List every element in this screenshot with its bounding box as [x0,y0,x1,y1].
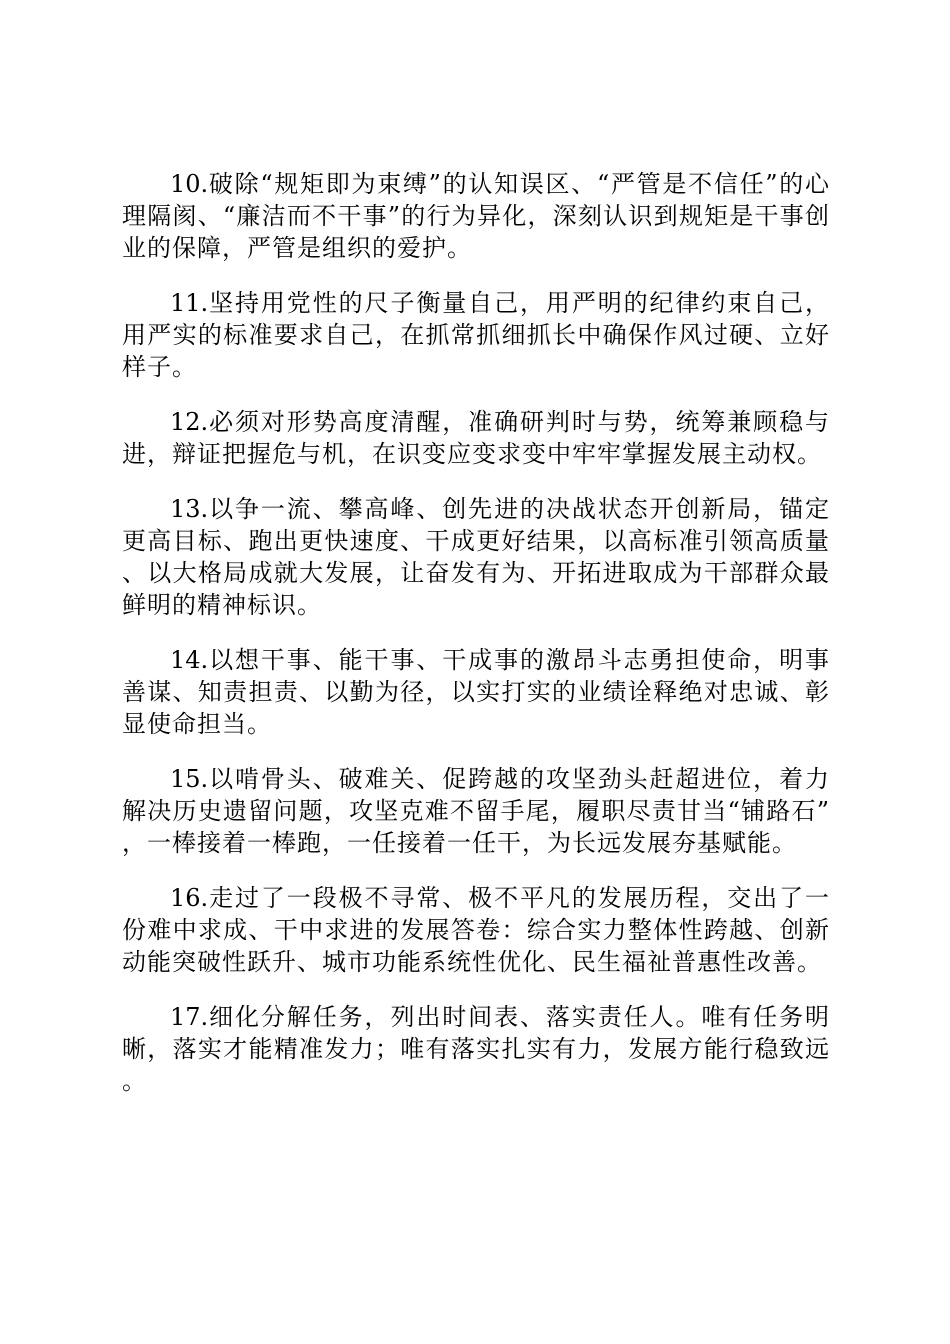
paragraph-14 [122,644,830,740]
paragraph-text: 以争一流、攀高峰、创先进的决战状态开创新局，锚定更高目标、跑出更快速度、干成更好结果，以高标准引领高质量、以大格局成就大发展，让奋发有为、开拓进取成为干部群众最鲜明的精神标识。 [122,495,830,619]
paragraph-16 [122,882,830,978]
paragraph-text: 破除“规矩即为束缚”的认知误区、“严管是不信任”的心理隔阂、“廉洁而不干事”的行为异化，深刻认识到规矩是干事创业的保障，严管是组织的爱护。 [122,170,830,262]
paragraph-text: 以想干事、能干事、干成事的激昂斗志勇担使命，明事善谋、知责担责、以勤为径，以实打实的业绩诠释绝对忠诚、彰显使命担当。 [122,646,830,738]
paragraph-11 [122,287,830,383]
paragraph-13 [122,493,830,621]
paragraph-number: 15. [170,765,209,793]
paragraph-text: 以啃骨头、破难关、促跨越的攻坚劲头赶超进位，着力解决历史遗留问题，攻坚克难不留手尾，履职尽责甘当“铺路石”，一棒接着一棒跑，一任接着一任干，为长远发展夯基赋能。 [122,765,830,857]
paragraph-number: 12. [170,408,209,436]
paragraph-text: 细化分解任务，列出时间表、落实责任人。唯有任务明晰，落实才能精准发力；唯有落实扎实有力，发展方能行稳致远。 [122,1003,830,1095]
paragraph-number: 16. [170,884,209,912]
paragraph-number: 14. [170,646,209,674]
paragraph-text: 走过了一段极不寻常、极不平凡的发展历程，交出了一份难中求成、干中求进的发展答卷：综合实力整体性跨越、创新动能突破性跃升、城市功能系统性优化、民生福祉普惠性改善。 [122,884,830,976]
paragraph-number: 10. [170,170,209,198]
paragraph-12 [122,406,830,470]
paragraph-15 [122,763,830,859]
document-body [122,168,830,1120]
paragraph-17 [122,1001,830,1097]
paragraph-text: 必须对形势高度清醒，准确研判时与势，统筹兼顾稳与进，辩证把握危与机，在识变应变求变中牢牢掌握发展主动权。 [122,408,830,468]
paragraph-number: 13. [170,495,209,523]
paragraph-number: 11. [170,289,209,317]
paragraph-text: 坚持用党性的尺子衡量自己，用严明的纪律约束自己，用严实的标准要求自己，在抓常抓细抓长中确保作风过硬、立好样子。 [122,289,830,381]
paragraph-number: 17. [170,1003,209,1031]
paragraph-10 [122,168,830,264]
